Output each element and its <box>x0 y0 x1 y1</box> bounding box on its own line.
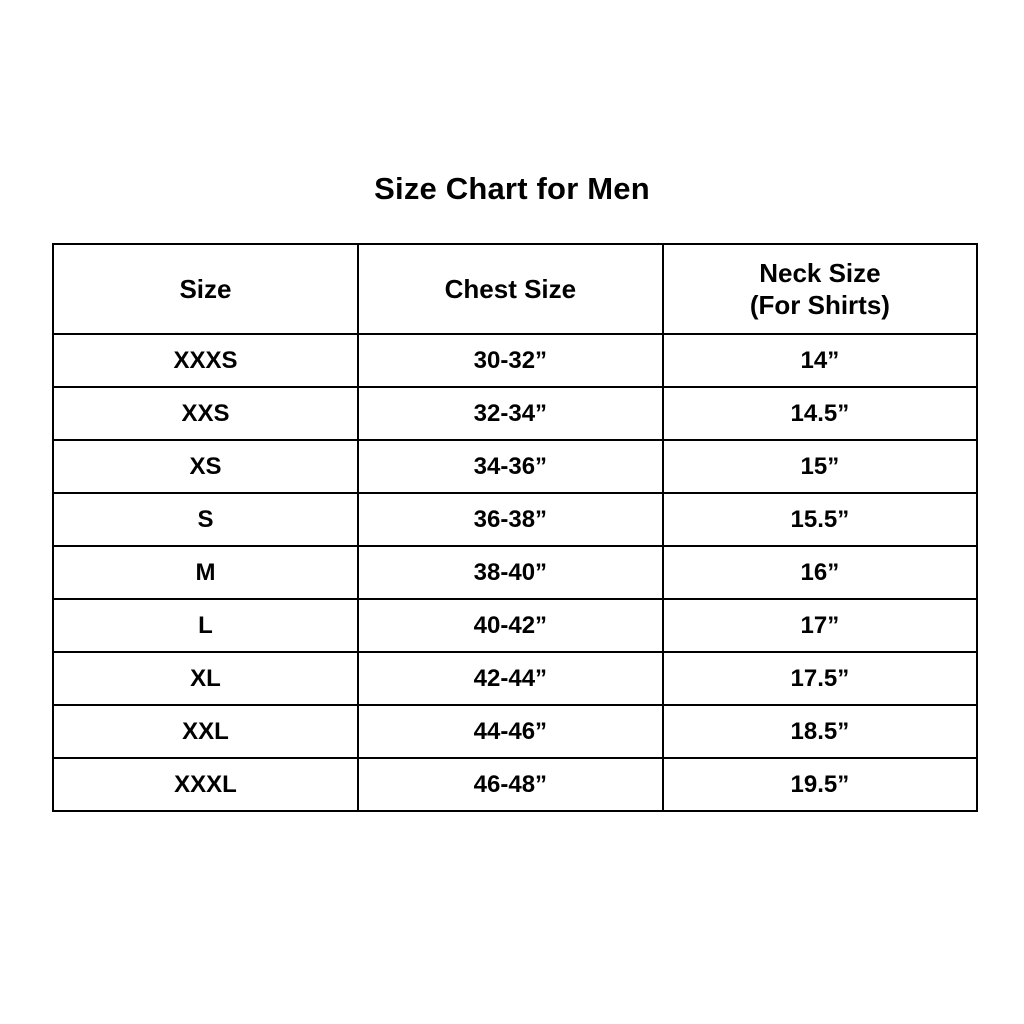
table-row <box>53 599 977 652</box>
table-row <box>53 387 977 440</box>
table-row <box>53 758 977 811</box>
header-chest-size-label: Chest Size <box>444 273 577 304</box>
cell-neck-size: 15” <box>663 440 977 493</box>
cell-chest-size: 40-42” <box>358 599 663 652</box>
cell-chest-size: 38-40” <box>358 546 663 599</box>
cell-size: L <box>53 599 358 652</box>
cell-neck-size: 14” <box>663 334 977 387</box>
header-neck-size-sublabel: (For Shirts) <box>749 290 890 320</box>
header-cell-neck-size <box>663 244 977 334</box>
header-neck-size-label: Neck Size <box>759 257 881 288</box>
page-title: Size Chart for Men <box>374 171 650 206</box>
cell-chest-size: 36-38” <box>358 493 663 546</box>
header-cell-size <box>53 244 358 334</box>
cell-size: XL <box>53 652 358 705</box>
table-row <box>53 546 977 599</box>
header-size-label: Size <box>179 273 232 304</box>
cell-chest-size: 42-44” <box>358 652 663 705</box>
cell-size: XXL <box>53 705 358 758</box>
cell-chest-size: 34-36” <box>358 440 663 493</box>
cell-chest-size: 32-34” <box>358 387 663 440</box>
size-table-body <box>53 334 977 811</box>
cell-neck-size: 14.5” <box>663 387 977 440</box>
cell-chest-size: 30-32” <box>358 334 663 387</box>
cell-chest-size: 46-48” <box>358 758 663 811</box>
table-row <box>53 493 977 546</box>
cell-size: XXXS <box>53 334 358 387</box>
header-cell-chest-size <box>358 244 663 334</box>
table-row <box>53 440 977 493</box>
cell-neck-size: 16” <box>663 546 977 599</box>
header-row <box>53 244 977 334</box>
cell-size: XXS <box>53 387 358 440</box>
cell-size: S <box>53 493 358 546</box>
cell-chest-size: 44-46” <box>358 705 663 758</box>
cell-size: M <box>53 546 358 599</box>
cell-neck-size: 17.5” <box>663 652 977 705</box>
table-row <box>53 705 977 758</box>
table-row <box>53 652 977 705</box>
cell-neck-size: 15.5” <box>663 493 977 546</box>
cell-neck-size: 17” <box>663 599 977 652</box>
cell-neck-size: 18.5” <box>663 705 977 758</box>
cell-size: XS <box>53 440 358 493</box>
cell-size: XXXL <box>53 758 358 811</box>
size-chart-table <box>52 243 978 812</box>
table-row <box>53 334 977 387</box>
cell-neck-size: 19.5” <box>663 758 977 811</box>
